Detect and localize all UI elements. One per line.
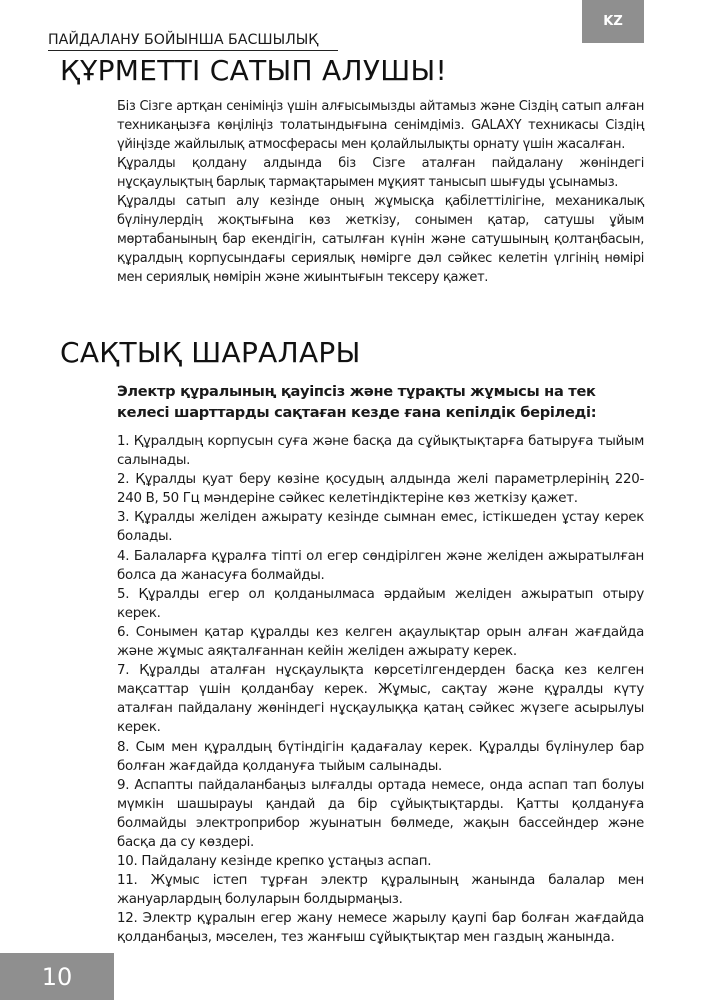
header-underline [48,50,338,51]
intro-paragraph: Біз Сізге артқан сеніміңіз үшін алғысымызды айтамыз және Сіздің сатып алған техникаңызға көңіліңіз толатындығына сенімдіміз. GALAXY техникасы Сіздің үйіңізде жайлылық атмосферасы мен қолайлылықты орнату үшін жасалған. [117,99,644,152]
safety-rule: 4. Балаларға құралға тіпті ол егер сөндірілген және желіден ажыратылған болса да жанасуға болмайды. [117,548,644,583]
safety-rule: 9. Аспапты пайдаланбаңыз ылғалды ортада немесе, онда аспап тап болуы мүмкін шашырауы қандай да бір сұйықтықтарды. Қатты қолдануға болмайды электроприбор жуынатын бөлмеде, жақын бассейндер және басқа да су көздері. [117,777,644,850]
safety-rules-list [117,432,644,948]
safety-rule: 2. Құралды қуат беру көзіне қосудың алдында желі параметрлерінің 220-240 В, 50 Гц мәндеріне сәйкес келетіндіктеріне көз жеткізу қажет. [117,472,644,507]
safety-rule: 7. Құралды аталған нұсқаулықта көрсетілгендерден басқа кез келген мақсаттар үшін қолданбау керек. Жұмыс, сақтау және құралды күту аталған пайдалану жөніндегі нұсқаулыққа қатаң сәйкес жүзеге асырылуы керек. [117,663,644,736]
intro-paragraph: Құралды қолдану алдында біз Сізге аталған пайдалану жөніндегі нұсқаулықтың барлық тармақтарымен мұқият танысып шығуды ұсынамыз. [117,156,644,190]
safety-rule: 11. Жұмыс істеп тұрған электр құралының жанында балалар мен жануарлардың болуларын болдырмаңыз. [117,873,644,908]
safety-lead: Электр құралының қауіпсіз және тұрақты жұмысы на тек келесі шарттарды сақтаған кезде ғана кепілдік беріледі: [117,383,597,421]
greeting-title: ҚҰРМЕТТІ САТЫП АЛУШЫ! [60,54,447,87]
intro-paragraph: Құралды сатып алу кезінде оның жұмысқа қабілеттілігіне, механикалық бүлінулердің жоқтығына көз жеткізу, сонымен қатар, сатушы ұйым мөртабанының бар екендігін, сатылған күнін және сатушының қолтаңбасын, құралдың корпусындағы сериялық нөмірге дәл сәйкес келетін үлгінің нөмірі мен сериялық нөмірін және жиынтығын тексеру қажет. [117,194,644,285]
safety-rule: 8. Сым мен құралдың бүтіндігін қадағалау керек. Құралды бүлінулер бар болған жағдайда қолдануға тыйым салынады. [117,739,644,774]
safety-rule: 5. Құралды егер ол қолданылмаса әрдайым желіден ажыратып отыру керек. [117,586,644,621]
section-title: САҚТЫҚ ШАРАЛАРЫ [60,336,361,369]
safety-rule: 12. Электр құралын егер жану немесе жарылу қаупі бар болған жағдайда қолданбаңыз, мәселен, тез жанғыш сұйықтықтар мен газдың жанында. [117,911,644,946]
intro-text [117,97,644,287]
language-tab: KZ [582,0,644,43]
safety-rule: 1. Құралдың корпусын суға және басқа да сұйықтықтарға батыруға тыйым салынады. [117,434,644,469]
safety-rule: 3. Құралды желіден ажырату кезінде сымнан емес, істікшеден ұстау керек болады. [117,510,644,545]
safety-rule: 10. Пайдалану кезінде крепко ұстаңыз аспап. [117,854,432,870]
page-number: 10 [0,953,114,1000]
document-header: ПАЙДАЛАНУ БОЙЫНША БАСШЫЛЫҚ [48,32,319,48]
safety-rule: 6. Сонымен қатар құралды кез келген ақаулықтар орын алған жағдайда және жұмыс аяқталғаннан кейін желіден ажырату керек. [117,624,644,660]
